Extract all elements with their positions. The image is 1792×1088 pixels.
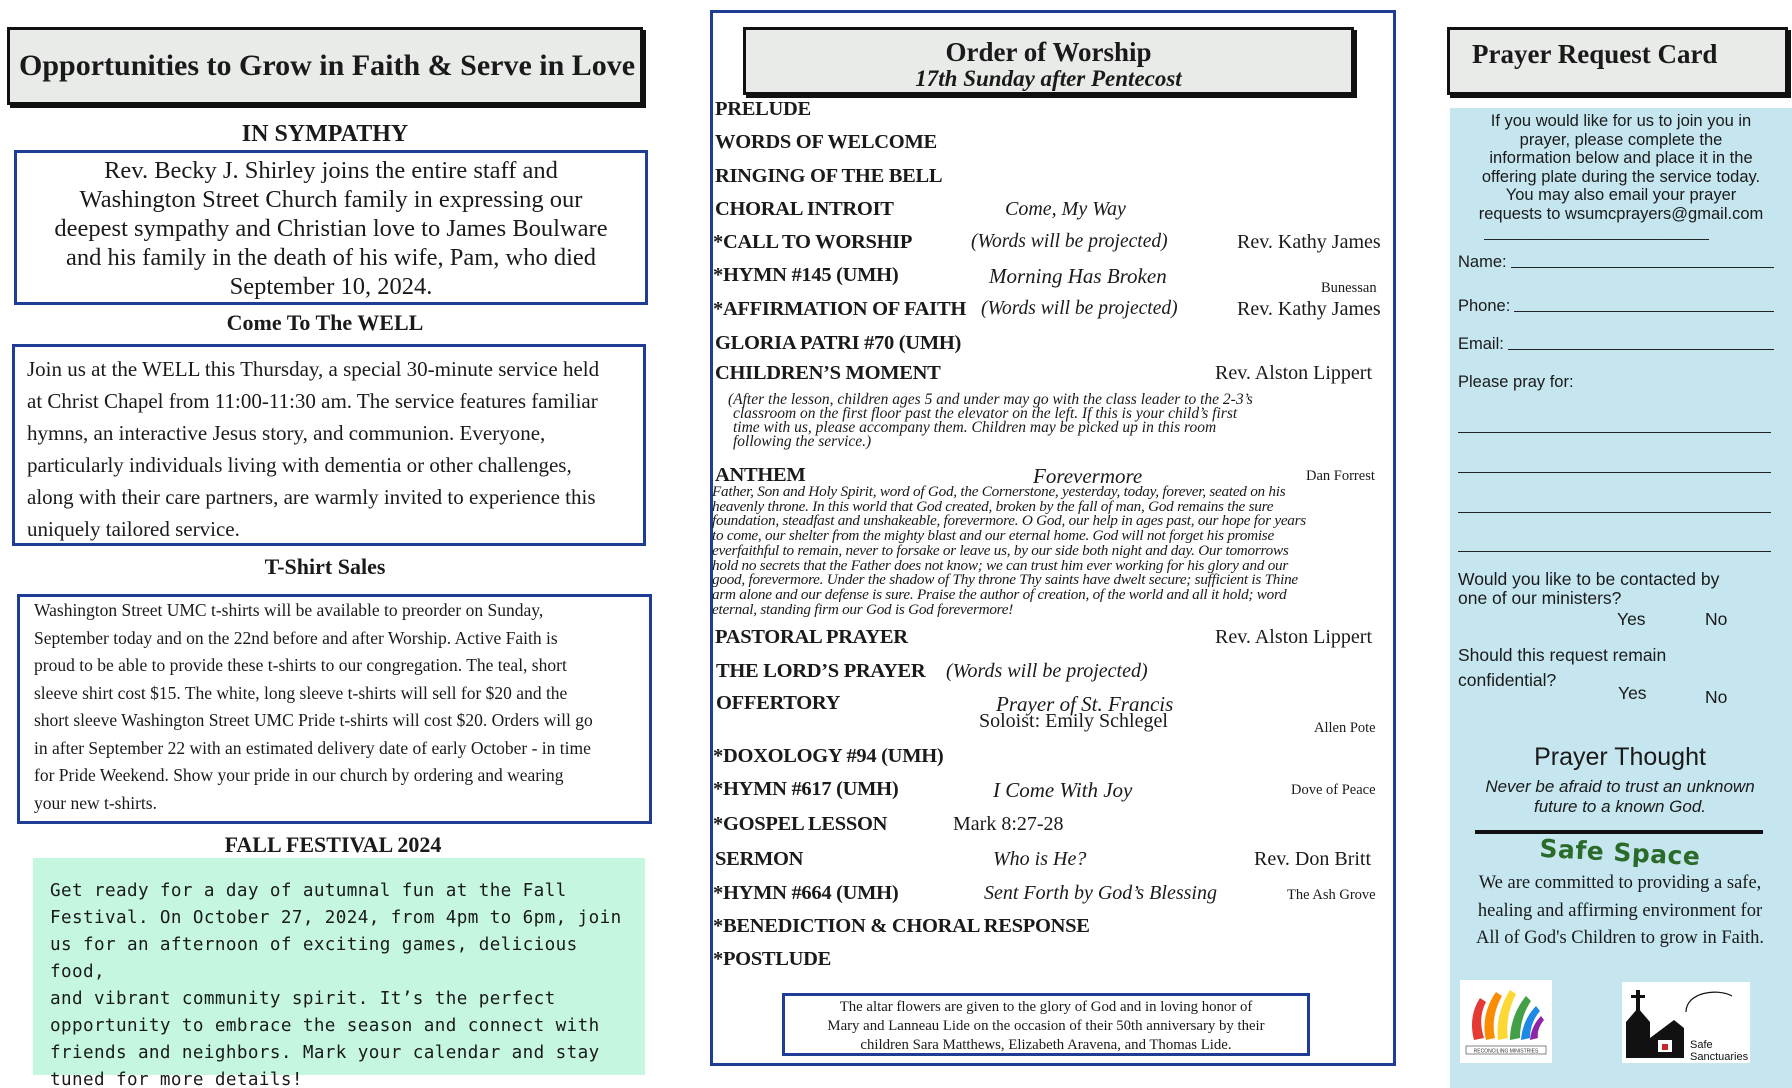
worship-item [713,332,1381,362]
sympathy-line: Washington Street Church family in expressing our [79,186,583,213]
worship-item [713,915,1381,945]
contact-no-option[interactable]: No [1705,609,1728,629]
worship-item-note: (Words will be projected) [946,660,1148,682]
worship-item-label: *HYMN #145 (UMH) [713,264,899,286]
contact-question-line: one of our ministers? [1458,588,1622,608]
festival-line: tuned for more details! [50,1070,303,1088]
festival-box [33,858,645,1088]
contact-question-line: Would you like to be contacted by [1458,569,1720,589]
worship-item-note: (Words will be projected) [971,231,1168,252]
worship-item-title: Who is He? [993,848,1087,870]
worship-item-reading: Mark 8:27-28 [953,813,1064,835]
tshirt-box [17,594,652,824]
worship-item [713,165,1381,195]
rainbow-hands-icon [1460,980,1552,1063]
sympathy-line: September 10, 2024. [229,273,433,300]
email-line[interactable] [1508,335,1774,350]
prayer-intro-line: prayer, please complete the [1519,130,1723,149]
worship-item-leader: Rev. Don Britt [1254,848,1372,870]
email-field[interactable] [1458,335,1774,354]
pray-for-line[interactable] [1458,512,1771,513]
festival-line: Festival. On October 27, 2024, from 4pm to 6pm, join [50,908,622,928]
confidential-yes-option[interactable]: Yes [1618,683,1647,703]
worship-item-label: ANTHEM [715,464,806,486]
safe-space-line: healing and affirming environment for [1477,900,1763,921]
children-note-line: classroom on the first floor past the elevator on the left. If this is your child’s first [733,405,1238,422]
well-heading: Come To The WELL [226,310,424,335]
prayer-intro-line: requests to wsumcprayers@gmail.com [1478,204,1764,223]
worship-item-leader: Rev. Kathy James [1237,231,1381,253]
worship-item [713,362,1381,392]
worship-item-label: *HYMN #617 (UMH) [713,778,899,800]
safe-space-title: Safe Space [1538,833,1702,872]
church-icon [1622,982,1750,1063]
worship-item-title: Morning Has Broken [989,264,1167,288]
worship-item-tune: Allen Pote [1314,720,1376,736]
contact-question [1458,570,1719,608]
phone-line[interactable] [1514,297,1774,312]
worship-item-title: Forevermore [1033,464,1143,488]
worship-item-label: WORDS OF WELCOME [715,131,937,153]
worship-item-tune: Dove of Peace [1291,782,1376,798]
safe-space-line: All of God's Children to grow in Faith. [1475,928,1764,948]
worship-item-label: *HYMN #664 (UMH) [713,882,899,904]
worship-item [713,264,1381,294]
worship-item [713,131,1381,161]
worship-item-tune: Bunessan [1321,280,1377,296]
worship-item-label: CHILDREN’S MOMENT [715,362,941,384]
worship-item [713,778,1381,808]
worship-item-label: PASTORAL PRAYER [715,626,908,648]
well-box [12,344,646,546]
worship-item-label: *GOSPEL LESSON [713,813,888,835]
worship-item-label: *BENEDICTION & CHORAL RESPONSE [713,915,1090,937]
worship-item-label: *CALL TO WORSHIP [713,231,913,253]
prayer-intro-line: You may also email your prayer [1505,186,1737,204]
well-line: uniquely tailored service. [27,517,240,541]
well-line: particularly individuals living with dementia or other challenges, [27,453,572,477]
prayer-intro-line: offering plate during the service today. [1481,167,1761,186]
worship-item-leader: Rev. Alston Lippert [1215,362,1373,384]
festival-line: friends and neighbors. Mark your calendar and stay [50,1043,600,1063]
contact-yes-option[interactable]: Yes [1617,609,1646,629]
pray-for-line[interactable] [1458,432,1771,433]
altar-flowers-box [782,993,1310,1056]
festival-line: opportunity to embrace the season and connect with [50,1016,600,1036]
worship-item-label: *AFFIRMATION OF FAITH [713,298,966,320]
worship-item [713,882,1381,912]
worship-item-label: RINGING OF THE BELL [715,165,943,187]
altar-line: Mary and Lanneau Lide on the occasion of their 50th anniversary by their [827,1018,1265,1034]
well-line: along with their care partners, are warmly invited to experience this [27,485,596,509]
worship-item [713,848,1381,878]
sympathy-line: Rev. Becky J. Shirley joins the entire staff and [104,157,558,184]
opportunities-header: Opportunities to Grow in Faith & Serve in Love [7,27,643,105]
worship-item-label: SERMON [715,848,804,870]
festival-line: Get ready for a day of autumnal fun at the Fall [50,881,567,901]
worship-item [713,98,1381,128]
name-label: Name: [1458,253,1507,271]
order-of-worship-subtitle: 17th Sunday after Pentecost [915,66,1182,91]
well-line: Join us at the WELL this Thursday, a special 30-minute service held [27,357,600,381]
worship-item-tune: Dan Forrest [1306,468,1375,484]
anthem-lyrics-line: Father, Son and Holy Spirit, word of God, the Cornerstone, yesterday, today, forever, seated on his [712,483,1286,500]
anthem-lyrics-line: heavenly throne. In this world that God created, broken by the fall of man, God remains the sure [712,497,1274,515]
logo-right-text: Sanctuaries [1690,1051,1749,1063]
pray-for-line[interactable] [1458,551,1771,552]
worship-item [713,745,1381,775]
worship-item-label: GLORIA PATRI #70 (UMH) [715,332,962,354]
reconciling-ministries-logo [1460,980,1552,1063]
anthem-lyrics-line: foundation, steadfast and unshakeable, forevermore. O God, our help in ages past, our hope for years [712,512,1306,530]
safe-sanctuaries-logo [1622,982,1750,1063]
altar-line: children Sara Matthews, Elizabeth Aravena, and Thomas Lide. [860,1037,1232,1053]
sympathy-line: and his family in the death of his wife, Pam, who died [65,244,597,271]
anthem-lyrics-line: to come, our shelter from the mighty blast and our eternal home. God will not forget his promise [712,527,1274,545]
order-of-worship-title-box [743,27,1354,95]
well-line: hymns, an interactive Jesus story, and communion. Everyone, [27,421,546,445]
well-line: at Christ Chapel from 11:00-11:30 am. The service features familiar [27,389,598,413]
worship-item-title: Sent Forth by God’s Blessing [984,882,1217,904]
logo-right-text: Safe [1690,1039,1713,1051]
confidential-no-option[interactable]: No [1705,687,1728,707]
pray-for-label: Please pray for: [1458,373,1574,391]
tshirt-line: your new t-shirts. [34,792,157,813]
worship-item-title: Prayer of St. Francis [996,692,1174,716]
anthem-lyrics-line: hold no secrets that the Father does not know; we can trust him ever working for his glory and our [712,556,1289,574]
worship-item-tune: The Ash Grove [1287,887,1376,903]
worship-item-title: Come, My Way [1005,198,1126,220]
tshirt-line: September today and on the 22nd before and after Worship. Active Faith is [34,627,558,648]
festival-heading: FALL FESTIVAL 2024 [224,832,442,857]
festival-line: us for an afternoon of exciting games, delicious food, [50,935,578,982]
name-line[interactable] [1511,253,1774,268]
name-field[interactable] [1458,253,1774,272]
worship-item [713,198,1381,228]
worship-item-label: *DOXOLOGY #94 (UMH) [713,745,944,767]
altar-line: The altar flowers are given to the glory of God and in loving honor of [839,999,1253,1015]
prayer-intro [1455,112,1787,223]
safe-space-text [1455,870,1785,953]
section-divider [1475,830,1763,834]
worship-item-label: PRELUDE [715,98,811,120]
order-of-worship-title: Order of Worship [945,37,1152,67]
worship-item [713,692,1381,736]
tshirt-line: proud to be able to provide these t-shirts to our congregation. The teal, short [34,655,567,675]
tshirt-line: sleeve shirt cost $15. The white, long sleeve t-shirts will sell for $20 and the [34,682,568,703]
tshirt-heading: T-Shirt Sales [264,554,386,579]
sympathy-line: deepest sympathy and Christian love to James Boulware [54,215,608,242]
worship-item-label: OFFERTORY [716,692,841,714]
sympathy-box [14,150,648,305]
worship-item-note: (Words will be projected) [981,298,1178,319]
children-note-line: time with us, please accompany them. Children may be picked up in this room [733,419,1217,436]
prayer-thought-text [1455,777,1785,816]
anthem-lyrics-line: everfaithful to remain, never to forsake or leave us, by our side both night and day. Our tomorrows [712,541,1289,559]
children-note [728,393,1288,449]
worship-item [713,948,1381,978]
worship-item-label: CHORAL INTROIT [715,198,894,220]
children-note-line: (After the lesson, children ages 5 and under may go with the class leader to the 2-3’s [728,391,1253,408]
anthem-lyrics-line: arm alone and our defense is sure. Praise the author of creation, of the world and all it hold; word [712,585,1287,603]
prayer-separator: ___________________________ [1484,224,1710,241]
worship-item [713,231,1381,261]
worship-item-label: THE LORD’S PRAYER [716,660,926,682]
tshirt-line: for Pride Weekend. Show your pride in our church by ordering and wearing [34,765,564,785]
safe-space-line: We are committed to providing a safe, [1478,873,1762,893]
festival-line: and vibrant community spirit. It’s the perfect [50,989,556,1009]
prayer-card-title: Prayer Request Card [1447,27,1788,95]
anthem-lyrics-line: good, forevermore. Under the shadow of Thy throne Thy saints have dwelt secure; sufficient is Thine [712,571,1298,589]
worship-item-soloist: Soloist: Emily Schlegel [979,710,1168,732]
phone-field[interactable] [1458,297,1774,316]
worship-item [713,626,1381,656]
worship-item [713,660,1381,690]
email-label: Email: [1458,335,1504,353]
sympathy-heading: IN SYMPATHY [241,121,409,147]
worship-item-leader: Rev. Kathy James [1237,298,1381,320]
worship-item-label: *POSTLUDE [713,948,832,970]
worship-item-leader: Rev. Alston Lippert [1215,626,1373,648]
worship-item-title: I Come With Joy [993,778,1133,802]
children-note-line: following the service.) [733,433,872,450]
confidential-question-line: confidential? [1458,670,1557,690]
anthem-lyrics-line: eternal, standing firm our God is God forevermore! [712,600,1014,618]
prayer-thought-title: Prayer Thought [1534,743,1706,771]
anthem-lyrics [712,485,1387,617]
pray-for-line[interactable] [1458,472,1771,473]
prayer-intro-line: information below and place it in the [1489,149,1753,167]
phone-label: Phone: [1458,297,1511,315]
tshirt-line: Washington Street UMC t-shirts will be available to preorder on Sunday, [34,600,544,620]
tshirt-line: short sleeve Washington Street UMC Pride t-shirts will cost $20. Orders will go [34,710,593,730]
logo-left-text: RECONCILING MINISTRIES [1473,1048,1539,1055]
worship-item [713,813,1381,843]
prayer-thought-line: future to a known God. [1534,796,1706,816]
worship-item [713,298,1381,328]
confidential-question-line: Should this request remain [1458,645,1667,665]
prayer-thought-line: Never be afraid to trust an unknown [1485,777,1755,796]
prayer-intro-line: If you would like for us to join you in [1490,112,1752,130]
tshirt-line: in after September 22 with an estimated delivery date of early October - in time [34,737,591,758]
